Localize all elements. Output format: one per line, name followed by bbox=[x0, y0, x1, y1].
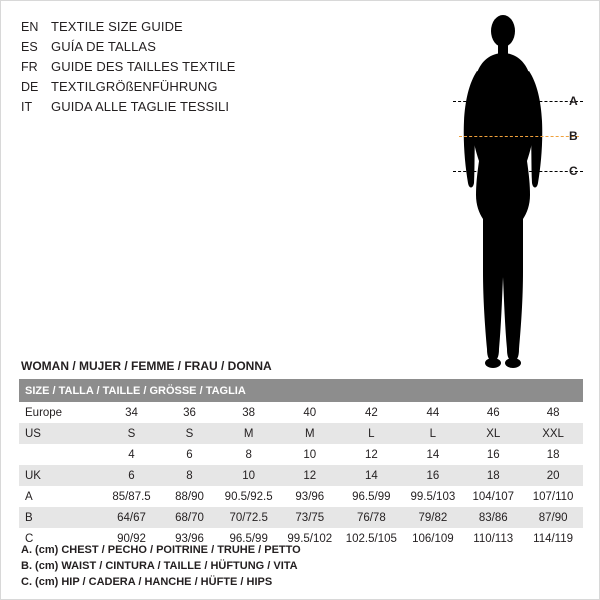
cell: 40 bbox=[303, 406, 317, 419]
language-code-de: DE bbox=[21, 80, 39, 94]
cell: S bbox=[102, 423, 161, 444]
cell: 48 bbox=[546, 406, 560, 419]
cell: XXL bbox=[523, 423, 583, 444]
female-silhouette-icon bbox=[421, 9, 591, 374]
measurement-legend bbox=[21, 542, 581, 590]
cell: 20 bbox=[523, 465, 583, 486]
cell: 14 bbox=[426, 448, 440, 461]
legend-note-c: C. (cm) HIP / CADERA / HANCHE / HÜFTE / HIPS bbox=[21, 576, 273, 588]
cell: 90.5/92.5 bbox=[224, 490, 273, 503]
cell: L bbox=[403, 423, 464, 444]
table-header-row bbox=[19, 379, 583, 402]
cell: 99.5/103 bbox=[410, 490, 456, 503]
cell: 93/96 bbox=[175, 532, 204, 545]
language-row bbox=[21, 57, 351, 77]
row-label-a: A bbox=[25, 490, 33, 503]
language-row bbox=[21, 17, 351, 37]
cell: 12 bbox=[279, 465, 340, 486]
cell: 18 bbox=[546, 448, 560, 461]
row-label-us: US bbox=[19, 423, 102, 444]
cell: 12 bbox=[364, 448, 378, 461]
language-code-es: ES bbox=[21, 40, 38, 54]
cell: XL bbox=[463, 423, 523, 444]
table-row bbox=[19, 507, 583, 528]
cell: 16 bbox=[486, 448, 500, 461]
cell: 8 bbox=[245, 448, 252, 461]
language-code-it: IT bbox=[21, 100, 33, 114]
cell: 106/109 bbox=[412, 532, 454, 545]
cell: 83/86 bbox=[463, 507, 523, 528]
cell: 96.5/99 bbox=[352, 490, 391, 503]
table-row bbox=[19, 402, 583, 423]
figure-diagram bbox=[421, 9, 591, 374]
cell: 104/107 bbox=[472, 490, 515, 503]
measure-line-chest bbox=[453, 101, 583, 102]
table-row bbox=[19, 423, 583, 444]
language-code-en: EN bbox=[21, 20, 39, 34]
language-title-list bbox=[21, 17, 351, 117]
cell: 96.5/99 bbox=[229, 532, 268, 545]
cell: 76/78 bbox=[340, 507, 402, 528]
cell: M bbox=[218, 423, 280, 444]
measure-label-c: C bbox=[569, 164, 578, 178]
cell: 16 bbox=[403, 465, 464, 486]
cell: 102.5/105 bbox=[345, 532, 397, 545]
table-header-label: SIZE / TALLA / TAILLE / GRÖSSE / TAGLIA bbox=[19, 379, 583, 402]
cell: 107/110 bbox=[532, 490, 574, 503]
cell: 42 bbox=[364, 406, 378, 419]
language-text-en: TEXTILE SIZE GUIDE bbox=[51, 19, 183, 34]
cell: 110/113 bbox=[473, 532, 514, 545]
language-row bbox=[21, 77, 351, 97]
cell: 73/75 bbox=[279, 507, 340, 528]
table-row bbox=[19, 465, 583, 486]
cell: 18 bbox=[463, 465, 523, 486]
language-row bbox=[21, 37, 351, 57]
cell: 99.5/102 bbox=[287, 532, 333, 545]
cell: 64/67 bbox=[102, 507, 161, 528]
cell: 14 bbox=[340, 465, 402, 486]
table-row bbox=[19, 444, 583, 465]
cell: 38 bbox=[242, 406, 256, 419]
language-text-it: GUIDA ALLE TAGLIE TESSILI bbox=[51, 99, 230, 114]
row-label-c: C bbox=[25, 532, 34, 545]
row-label-b: B bbox=[19, 507, 102, 528]
cell: 79/82 bbox=[403, 507, 464, 528]
language-text-de: TEXTILGRÖßENFÜHRUNG bbox=[51, 79, 218, 94]
cell: 6 bbox=[102, 465, 161, 486]
cell: 87/90 bbox=[523, 507, 583, 528]
cell: 36 bbox=[183, 406, 196, 419]
cell: 90/92 bbox=[117, 532, 146, 545]
language-text-es: GUÍA DE TALLAS bbox=[51, 39, 156, 54]
measure-line-hip bbox=[453, 171, 583, 172]
cell: 46 bbox=[486, 406, 500, 419]
row-label-europe: Europe bbox=[25, 406, 63, 419]
section-title-woman: WOMAN / MUJER / FEMME / FRAU / DONNA bbox=[21, 359, 272, 373]
legend-note-a: A. (cm) CHEST / PECHO / POITRINE / TRUHE / PETTO bbox=[21, 544, 301, 556]
cell: M bbox=[279, 423, 340, 444]
cell: 6 bbox=[186, 448, 193, 461]
cell: 68/70 bbox=[161, 507, 218, 528]
cell: 93/96 bbox=[295, 490, 325, 503]
cell: L bbox=[340, 423, 402, 444]
cell: 88/90 bbox=[175, 490, 204, 503]
cell: 114/119 bbox=[533, 532, 574, 545]
cell: 10 bbox=[218, 465, 280, 486]
language-text-fr: GUIDE DES TAILLES TEXTILE bbox=[51, 59, 236, 74]
cell: 34 bbox=[125, 406, 138, 419]
cell: 85/87.5 bbox=[112, 490, 151, 503]
cell: S bbox=[161, 423, 218, 444]
size-table bbox=[19, 379, 583, 549]
measure-label-b: B bbox=[569, 129, 578, 143]
row-label-uk: UK bbox=[19, 465, 102, 486]
legend-note-b: B. (cm) WAIST / CINTURA / TAILLE / HÜFTUNG / VITA bbox=[21, 560, 298, 572]
cell: 44 bbox=[426, 406, 440, 419]
table-row bbox=[19, 486, 583, 507]
cell: 8 bbox=[161, 465, 218, 486]
measure-line-waist bbox=[459, 136, 579, 137]
cell: 10 bbox=[303, 448, 317, 461]
language-code-fr: FR bbox=[21, 60, 38, 74]
row-label-us-numeric bbox=[19, 444, 102, 465]
cell: 70/72.5 bbox=[218, 507, 280, 528]
measure-label-a: A bbox=[569, 94, 578, 108]
cell: 4 bbox=[128, 448, 135, 461]
language-row bbox=[21, 97, 351, 117]
